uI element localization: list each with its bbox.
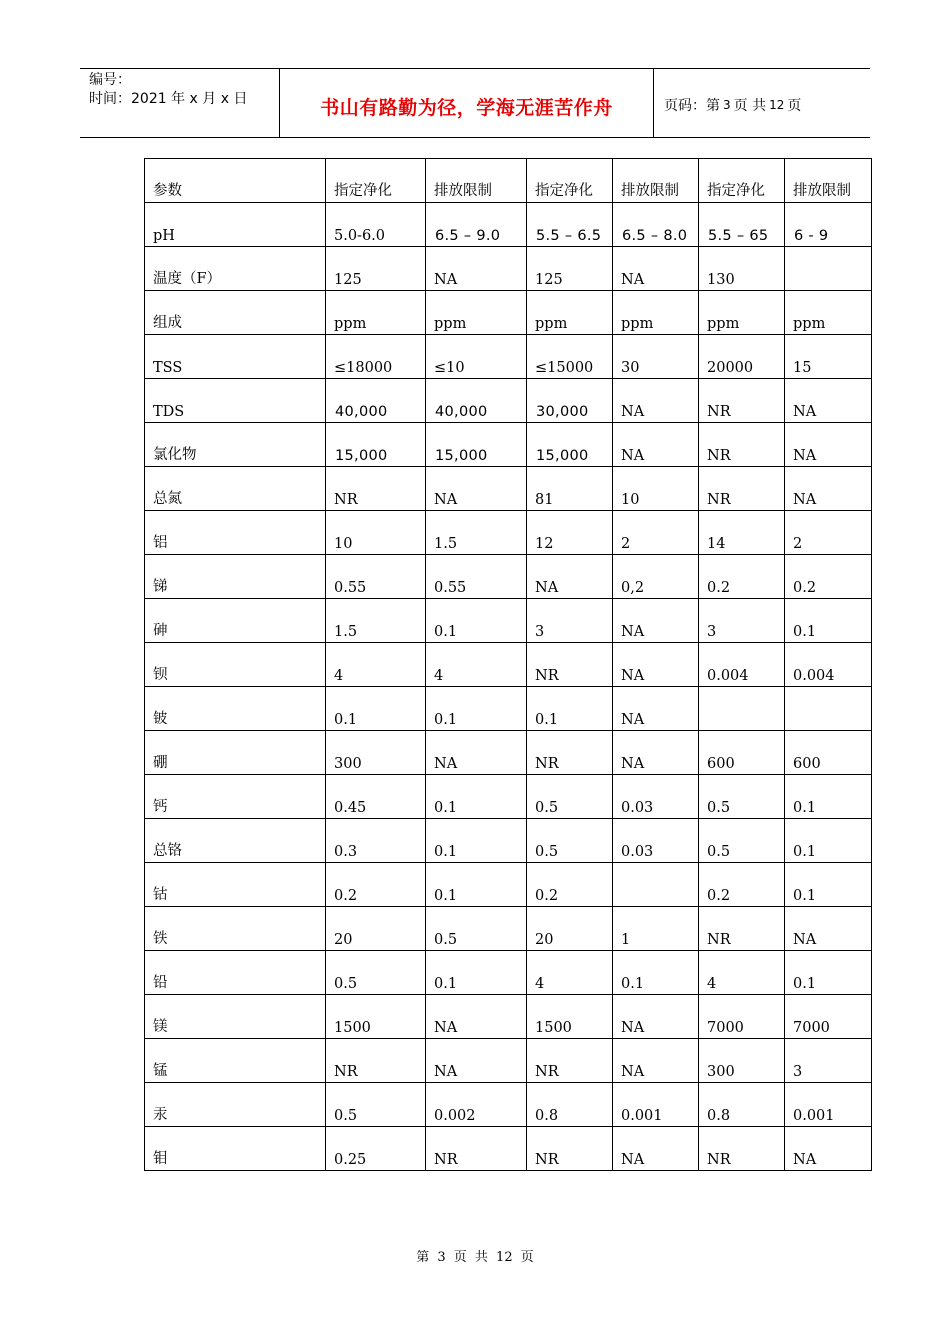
parameter-name-cell: 温度（F） — [145, 247, 326, 291]
value-cell: NR — [699, 423, 785, 467]
value-cell: ppm — [613, 291, 699, 335]
table-row — [145, 775, 872, 819]
value-cell: 3 — [699, 599, 785, 643]
parameter-name-cell: 砷 — [145, 599, 326, 643]
value-cell: 0.5 — [326, 951, 426, 995]
value-cell: 0.1 — [785, 863, 872, 907]
value-cell: 0.25 — [326, 1127, 426, 1171]
value-cell: 0,2 — [613, 555, 699, 599]
value-cell: 0.2 — [785, 555, 872, 599]
value-cell: 2 — [613, 511, 699, 555]
value-cell: 0.002 — [426, 1083, 527, 1127]
value-cell: NR — [527, 1127, 613, 1171]
value-cell: 1.5 — [326, 599, 426, 643]
page-current: 3 — [723, 98, 731, 112]
column-header: 指定净化 — [699, 159, 785, 203]
parameter-name-cell: 氯化物 — [145, 423, 326, 467]
value-cell: ≤15000 — [527, 335, 613, 379]
value-cell: 0.1 — [426, 819, 527, 863]
value-cell: 600 — [699, 731, 785, 775]
value-cell: 0.3 — [326, 819, 426, 863]
page-mid: 页 共 — [733, 98, 767, 114]
table-row — [145, 951, 872, 995]
value-cell: NA — [426, 467, 527, 511]
value-cell: ppm — [527, 291, 613, 335]
parameter-name-cell: 铅 — [145, 951, 326, 995]
table-row — [145, 995, 872, 1039]
parameter-name-cell: 硼 — [145, 731, 326, 775]
value-cell — [699, 687, 785, 731]
parameter-name-cell: 钼 — [145, 1127, 326, 1171]
table-row — [145, 907, 872, 951]
parameter-name-cell: 组成 — [145, 291, 326, 335]
value-cell: 20 — [527, 907, 613, 951]
value-cell: NA — [613, 731, 699, 775]
value-cell: 4 — [426, 643, 527, 687]
parameter-name-cell: 镁 — [145, 995, 326, 1039]
column-header: 排放限制 — [426, 159, 527, 203]
value-cell: 3 — [785, 1039, 872, 1083]
value-cell: 0.55 — [326, 555, 426, 599]
parameter-table — [144, 158, 872, 1171]
value-cell: 0.5 — [699, 819, 785, 863]
value-cell: 5.0-6.0 — [326, 203, 426, 247]
value-cell: ppm — [699, 291, 785, 335]
table-row — [145, 379, 872, 423]
table-row — [145, 1083, 872, 1127]
value-cell — [785, 247, 872, 291]
column-header: 指定净化 — [527, 159, 613, 203]
parameter-name-cell: pH — [145, 203, 326, 247]
value-cell: 15,000 — [527, 423, 613, 467]
value-cell: ppm — [785, 291, 872, 335]
value-cell: 0.5 — [326, 1083, 426, 1127]
value-cell: 30,000 — [527, 379, 613, 423]
value-cell: 0.1 — [785, 775, 872, 819]
page-total: 12 — [769, 98, 785, 112]
value-cell: NA — [785, 423, 872, 467]
value-cell: ≤18000 — [326, 335, 426, 379]
value-cell: 15 — [785, 335, 872, 379]
value-cell: 0.03 — [613, 819, 699, 863]
value-cell: 7000 — [699, 995, 785, 1039]
value-cell: NA — [613, 599, 699, 643]
value-cell: NR — [699, 907, 785, 951]
value-cell — [613, 863, 699, 907]
value-cell: 6.5 – 8.0 — [613, 203, 699, 247]
value-cell: 1 — [613, 907, 699, 951]
parameter-name-cell: 钴 — [145, 863, 326, 907]
value-cell: 0.2 — [326, 863, 426, 907]
value-cell: 40,000 — [426, 379, 527, 423]
value-cell: 10 — [613, 467, 699, 511]
parameter-name-cell: 铍 — [145, 687, 326, 731]
column-header: 排放限制 — [613, 159, 699, 203]
column-header: 排放限制 — [785, 159, 872, 203]
value-cell: NR — [699, 467, 785, 511]
value-cell: NA — [613, 643, 699, 687]
value-cell: NR — [527, 643, 613, 687]
value-cell: 30 — [613, 335, 699, 379]
table-row — [145, 247, 872, 291]
value-cell: NR — [326, 1039, 426, 1083]
value-cell: 0.1 — [613, 951, 699, 995]
value-cell: 125 — [326, 247, 426, 291]
value-cell: 0.5 — [699, 775, 785, 819]
header-page-info — [654, 69, 870, 137]
page-footer: 第 3 页 共 12 页 — [416, 1250, 534, 1265]
value-cell: 20000 — [699, 335, 785, 379]
table-row — [145, 291, 872, 335]
value-cell: NR — [527, 1039, 613, 1083]
value-cell: 0.5 — [527, 819, 613, 863]
value-cell: NR — [326, 467, 426, 511]
table-row — [145, 467, 872, 511]
parameter-name-cell: 锰 — [145, 1039, 326, 1083]
value-cell: 0.03 — [613, 775, 699, 819]
value-cell: NR — [527, 731, 613, 775]
value-cell: NA — [613, 995, 699, 1039]
value-cell: NA — [785, 1127, 872, 1171]
value-cell: ppm — [326, 291, 426, 335]
document-number-label: 编号： — [89, 72, 131, 88]
value-cell: 7000 — [785, 995, 872, 1039]
value-cell: 4 — [326, 643, 426, 687]
value-cell: 300 — [326, 731, 426, 775]
value-cell: NA — [613, 379, 699, 423]
table-row — [145, 731, 872, 775]
table-row — [145, 335, 872, 379]
value-cell: 5.5 – 6.5 — [527, 203, 613, 247]
value-cell: 81 — [527, 467, 613, 511]
value-cell: NA — [426, 247, 527, 291]
value-cell: 0.001 — [785, 1083, 872, 1127]
value-cell: 2 — [785, 511, 872, 555]
table-row — [145, 863, 872, 907]
table-row — [145, 819, 872, 863]
value-cell: 0.55 — [426, 555, 527, 599]
parameter-name-cell: 钡 — [145, 643, 326, 687]
value-cell: 0.2 — [527, 863, 613, 907]
value-cell: 10 — [326, 511, 426, 555]
value-cell: 1500 — [326, 995, 426, 1039]
value-cell: 40,000 — [326, 379, 426, 423]
value-cell: NR — [699, 1127, 785, 1171]
value-cell: 0.1 — [426, 599, 527, 643]
parameter-name-cell: TDS — [145, 379, 326, 423]
value-cell: 0.2 — [699, 863, 785, 907]
value-cell: 300 — [699, 1039, 785, 1083]
value-cell: 6 - 9 — [785, 203, 872, 247]
value-cell: NA — [426, 731, 527, 775]
table-row — [145, 599, 872, 643]
value-cell: 0.8 — [527, 1083, 613, 1127]
parameter-name-cell: 汞 — [145, 1083, 326, 1127]
value-cell: 20 — [326, 907, 426, 951]
value-cell: 3 — [527, 599, 613, 643]
table-row — [145, 1127, 872, 1171]
value-cell: 4 — [527, 951, 613, 995]
value-cell: 15,000 — [326, 423, 426, 467]
table-row — [145, 687, 872, 731]
page-prefix: 页码：第 — [664, 98, 720, 114]
value-cell — [785, 687, 872, 731]
value-cell: NA — [613, 687, 699, 731]
value-cell: NA — [785, 467, 872, 511]
value-cell: 0.2 — [699, 555, 785, 599]
table-row — [145, 511, 872, 555]
value-cell: 6.5 – 9.0 — [426, 203, 527, 247]
table-row — [145, 423, 872, 467]
parameter-name-cell: 铁 — [145, 907, 326, 951]
value-cell: 0.8 — [699, 1083, 785, 1127]
value-cell: 130 — [699, 247, 785, 291]
table-row — [145, 203, 872, 247]
value-cell: ≤10 — [426, 335, 527, 379]
value-cell: 0.001 — [613, 1083, 699, 1127]
header-meta — [80, 69, 280, 137]
value-cell: NR — [426, 1127, 527, 1171]
parameter-name-cell: 总铬 — [145, 819, 326, 863]
table-row — [145, 555, 872, 599]
table-row — [145, 643, 872, 687]
value-cell: 1500 — [527, 995, 613, 1039]
parameter-name-cell: 锑 — [145, 555, 326, 599]
value-cell: 4 — [699, 951, 785, 995]
value-cell: 0.1 — [326, 687, 426, 731]
value-cell: 0.1 — [426, 687, 527, 731]
value-cell: 0.004 — [785, 643, 872, 687]
document-time-label: 时间：2021 年 x 月 x 日 — [89, 91, 248, 107]
column-header: 参数 — [145, 159, 326, 203]
page-suffix: 页 — [787, 98, 802, 114]
value-cell: 0.004 — [699, 643, 785, 687]
value-cell: 1.5 — [426, 511, 527, 555]
value-cell: 5.5 – 65 — [699, 203, 785, 247]
value-cell: 0.45 — [326, 775, 426, 819]
parameter-name-cell: 钙 — [145, 775, 326, 819]
value-cell: NA — [426, 1039, 527, 1083]
value-cell: NA — [613, 247, 699, 291]
value-cell: NA — [613, 1039, 699, 1083]
value-cell: NA — [785, 379, 872, 423]
value-cell: 0.5 — [527, 775, 613, 819]
value-cell: 0.1 — [426, 951, 527, 995]
value-cell: NA — [785, 907, 872, 951]
value-cell: 0.1 — [527, 687, 613, 731]
value-cell: NA — [527, 555, 613, 599]
value-cell: 0.5 — [426, 907, 527, 951]
value-cell: 600 — [785, 731, 872, 775]
header-motto: 书山有路勤为径，学海无涯苦作舟 — [280, 69, 654, 137]
table-row — [145, 1039, 872, 1083]
value-cell: 125 — [527, 247, 613, 291]
value-cell: NA — [613, 423, 699, 467]
value-cell: 14 — [699, 511, 785, 555]
parameter-name-cell: TSS — [145, 335, 326, 379]
parameter-name-cell: 铝 — [145, 511, 326, 555]
page-header — [80, 68, 870, 138]
column-header: 指定净化 — [326, 159, 426, 203]
value-cell: 0.1 — [785, 819, 872, 863]
value-cell: 12 — [527, 511, 613, 555]
value-cell: 0.1 — [426, 863, 527, 907]
value-cell: 0.1 — [785, 951, 872, 995]
table-header-row — [145, 159, 872, 203]
value-cell: NA — [426, 995, 527, 1039]
value-cell: NA — [613, 1127, 699, 1171]
value-cell: 15,000 — [426, 423, 527, 467]
parameter-name-cell: 总氮 — [145, 467, 326, 511]
value-cell: NR — [699, 379, 785, 423]
value-cell: ppm — [426, 291, 527, 335]
value-cell: 0.1 — [426, 775, 527, 819]
value-cell: 0.1 — [785, 599, 872, 643]
